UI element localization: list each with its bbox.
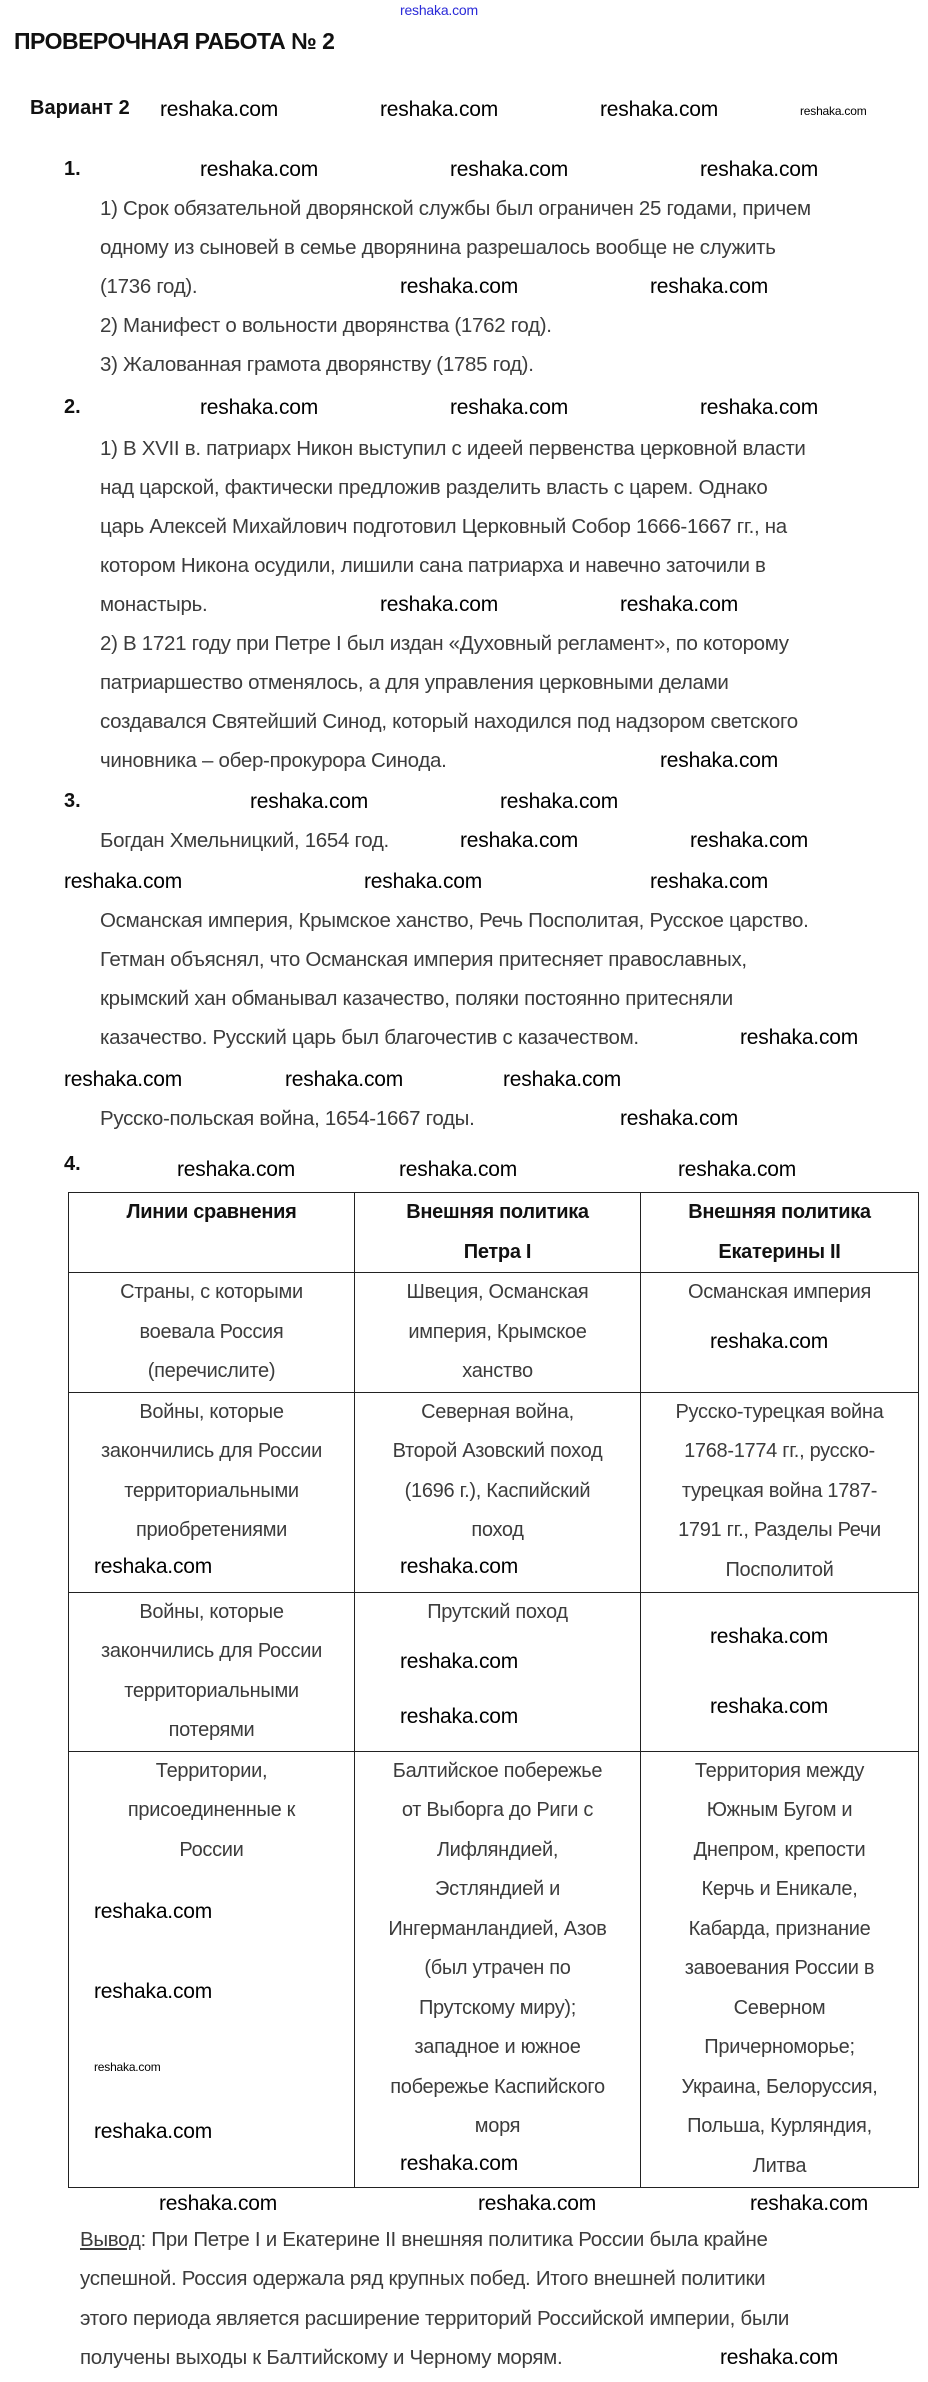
variant-heading: Вариант 2 [30, 97, 130, 119]
text-line: Гетман объяснял, что Османская империя притесняет православных, [100, 948, 747, 971]
text-line: Южным Бугом и [706, 1799, 853, 1821]
watermark: reshaka.com [160, 98, 279, 121]
watermark: reshaka.com [700, 396, 819, 419]
watermark: reshaka.com [380, 593, 499, 616]
watermark: reshaka.com [650, 275, 769, 298]
text-line: (был утрачен по [424, 1957, 571, 1979]
watermark: reshaka.com [94, 2060, 161, 2074]
text-line: Балтийское побережье [392, 1759, 603, 1782]
text-line: Османская империя [687, 1281, 872, 1303]
text-line: присоединенные к [127, 1799, 296, 1821]
text-line: России [179, 1838, 244, 1861]
watermark: reshaka.com [740, 1026, 859, 1049]
text-line: 1) Срок обязательной дворянской службы был ограничен 25 годами, причем [100, 197, 811, 220]
text-line: Ингерманландией, Азов [388, 1917, 607, 1940]
watermark: reshaka.com [94, 1980, 213, 2003]
watermark: reshaka.com [800, 104, 867, 118]
text-line: потерями [168, 1719, 255, 1741]
text-line: 1791 гг., Разделы Речи [678, 1519, 881, 1541]
watermark: reshaka.com [720, 2346, 839, 2369]
text-line: Днепром, крепости [693, 1838, 866, 1861]
text-line: Внешняя политика [406, 1201, 589, 1223]
task-3-number: 3. [64, 790, 81, 812]
text-line: Внешняя политика [688, 1201, 871, 1223]
text-line: Лифляндией, [436, 1838, 559, 1861]
text-line: Войны, которые [139, 1400, 284, 1423]
text-line: Украина, Белоруссия, [681, 2075, 878, 2098]
page-title: ПРОВЕРОЧНАЯ РАБОТА № 2 [14, 28, 335, 54]
text-line: Северном [733, 1996, 826, 2019]
text-line: (1736 год). [100, 275, 198, 298]
watermark: reshaka.com [750, 2192, 869, 2215]
text-line: Прутский поход [427, 1600, 568, 1623]
text-line: западное и южное [414, 2036, 581, 2058]
text-line: от Выборга до Риги с [401, 1799, 594, 1821]
watermark: reshaka.com [94, 2120, 213, 2143]
watermark: reshaka.com [710, 1330, 829, 1353]
table-cell [69, 1592, 355, 1751]
watermark: reshaka.com [710, 1695, 829, 1718]
text-line: Территории, [155, 1759, 268, 1782]
text-line: 1768-1774 гг., русско- [684, 1440, 875, 1462]
watermark: reshaka.com [700, 158, 819, 181]
text-line: закончились для России [101, 1640, 322, 1662]
watermark: reshaka.com [400, 2, 478, 18]
text-line: Русско-польская война, 1654-1667 годы. [100, 1107, 475, 1130]
text-line: Эстляндией и [435, 1878, 560, 1900]
text-line: успешной. Россия одержала ряд крупных побед. Итого внешней политики [80, 2267, 766, 2291]
text-line: империя, Крымское [408, 1320, 587, 1343]
table-header-row [69, 1193, 919, 1273]
text-line [80, 2220, 768, 2259]
watermark: reshaka.com [678, 1158, 797, 1181]
text-line: территориальными [124, 1479, 299, 1502]
task-1-number: 1. [64, 158, 81, 180]
watermark: reshaka.com [478, 2192, 597, 2215]
text-line: ханство [462, 1360, 533, 1382]
watermark: reshaka.com [177, 1158, 296, 1181]
watermark: reshaka.com [380, 98, 499, 121]
watermark: reshaka.com [364, 870, 483, 893]
conclusion-text: : При Петре I и Екатерине II внешняя политика России была крайне [140, 2228, 768, 2251]
text-line: моря [474, 2115, 521, 2137]
text-line: (1696 г.), Каспийский [404, 1479, 591, 1502]
watermark: reshaka.com [200, 158, 319, 181]
text-line: побережье Каспийского [390, 2075, 605, 2098]
watermark: reshaka.com [64, 870, 183, 893]
watermark: reshaka.com [159, 2192, 278, 2215]
text-line: закончились для России [101, 1440, 322, 1462]
watermark: reshaka.com [450, 158, 569, 181]
text-line: Линии сравнения [126, 1201, 297, 1223]
table-cell [641, 1751, 919, 2187]
text-line: приобретениями [135, 1519, 288, 1541]
task-2-number: 2. [64, 396, 81, 418]
watermark: reshaka.com [200, 396, 319, 419]
watermark: reshaka.com [399, 1158, 518, 1181]
watermark: reshaka.com [690, 829, 809, 852]
text-line: этого периода является расширение территорий Российской империи, были [80, 2306, 790, 2330]
table-cell [641, 1592, 919, 1751]
text-line: получены выходы к Балтийскому и Черному морям. [80, 2345, 563, 2369]
watermark: reshaka.com [400, 1650, 519, 1673]
text-line: турецкая война 1787- [681, 1479, 878, 1502]
text-line: (перечислите) [147, 1360, 276, 1382]
watermark: reshaka.com [660, 749, 779, 772]
conclusion-label: Вывод [80, 2228, 141, 2251]
watermark: reshaka.com [620, 593, 739, 616]
text-line: Керчь и Еникале, [701, 1878, 858, 1900]
text-line: чиновника – обер-прокурора Синода. [100, 749, 447, 772]
text-line: царь Алексей Михайлович подготовил Церковный Собор 1666-1667 гг., на [100, 515, 787, 538]
task-4-number: 4. [64, 1153, 81, 1175]
watermark: reshaka.com [94, 1555, 213, 1578]
table-cell [641, 1392, 919, 1592]
text-line: Войны, которые [139, 1600, 284, 1623]
header-cell [641, 1193, 919, 1273]
text-line: Богдан Хмельницкий, 1654 год. [100, 829, 389, 852]
text-line: над царской, фактически предложив разделить власть с царем. Однако [100, 476, 768, 499]
task-3-answer-1 [100, 821, 389, 860]
table-cell [355, 1751, 641, 2187]
text-line: территориальными [124, 1679, 299, 1702]
watermark: reshaka.com [400, 275, 519, 298]
text-line: котором Никона осудили, лишили сана патриарха и навечно заточили в [100, 554, 766, 577]
text-line: монастырь. [100, 593, 208, 616]
watermark: reshaka.com [450, 396, 569, 419]
conclusion [80, 2220, 789, 2377]
watermark: reshaka.com [460, 829, 579, 852]
watermark: reshaka.com [400, 1555, 519, 1578]
task-3-answer-3 [100, 1099, 475, 1138]
watermark: reshaka.com [600, 98, 719, 121]
table-cell [355, 1273, 641, 1393]
text-line: казачество. Русский царь был благочестив с казачеством. [100, 1026, 639, 1049]
text-line: Северная война, [421, 1400, 574, 1423]
text-line: создавался Святейший Синод, который находился под надзором светского [100, 710, 798, 733]
text-line: Страны, с которыми [120, 1281, 303, 1303]
text-line: 2) В 1721 году при Петре I был издан «Духовный регламент», по которому [100, 632, 789, 655]
watermark: reshaka.com [250, 790, 369, 813]
conclusion-lines [80, 2259, 789, 2377]
text-line: Екатерины II [718, 1240, 841, 1263]
watermark: reshaka.com [503, 1068, 622, 1091]
text-line: 1) В XVII в. патриарх Никон выступил с идеей первенства церковной власти [100, 437, 806, 460]
task-3-answer-2 [100, 901, 809, 1057]
watermark: reshaka.com [710, 1625, 829, 1648]
watermark: reshaka.com [500, 790, 619, 813]
watermark: reshaka.com [285, 1068, 404, 1091]
text-line: Прутскому миру); [418, 1996, 577, 2019]
text-line: Швеция, Османская [406, 1281, 589, 1303]
watermark: reshaka.com [620, 1107, 739, 1130]
watermark: reshaka.com [400, 2152, 519, 2175]
text-line: Петра I [463, 1240, 532, 1263]
watermark: reshaka.com [94, 1900, 213, 1923]
text-line: крымский хан обманывал казачество, поляки постоянно притесняли [100, 987, 733, 1010]
text-line: одному из сыновей в семье дворянина разрешалось вообще не служить [100, 236, 776, 259]
text-line: Русско-турецкая война [675, 1400, 884, 1423]
text-line: 3) Жалованная грамота дворянству (1785 год). [100, 353, 534, 376]
text-line: Османская империя, Крымское ханство, Речь Посполитая, Русское царство. [100, 909, 809, 932]
text-line: Литва [752, 2154, 807, 2177]
text-line: Территория между [694, 1759, 865, 1782]
watermark: reshaka.com [650, 870, 769, 893]
text-line: Второй Азовский поход [392, 1440, 603, 1462]
watermark: reshaka.com [400, 1705, 519, 1728]
text-line: Посполитой [725, 1558, 834, 1581]
text-line: воевала Россия [139, 1320, 284, 1343]
text-line: Польша, Курляндия, [687, 2115, 872, 2137]
text-line: Причерноморье; [704, 2036, 855, 2058]
header-cell [69, 1193, 355, 1273]
text-line: поход [471, 1519, 524, 1541]
text-line: патриаршество отменялось, а для управления церковными делами [100, 671, 729, 694]
text-line: завоевания России в [684, 1957, 875, 1979]
text-line: 2) Манифест о вольности дворянства (1762 год). [100, 314, 552, 337]
text-line: Кабарда, признание [688, 1917, 871, 1940]
watermark: reshaka.com [64, 1068, 183, 1091]
table-cell [69, 1273, 355, 1393]
header-cell [355, 1193, 641, 1273]
